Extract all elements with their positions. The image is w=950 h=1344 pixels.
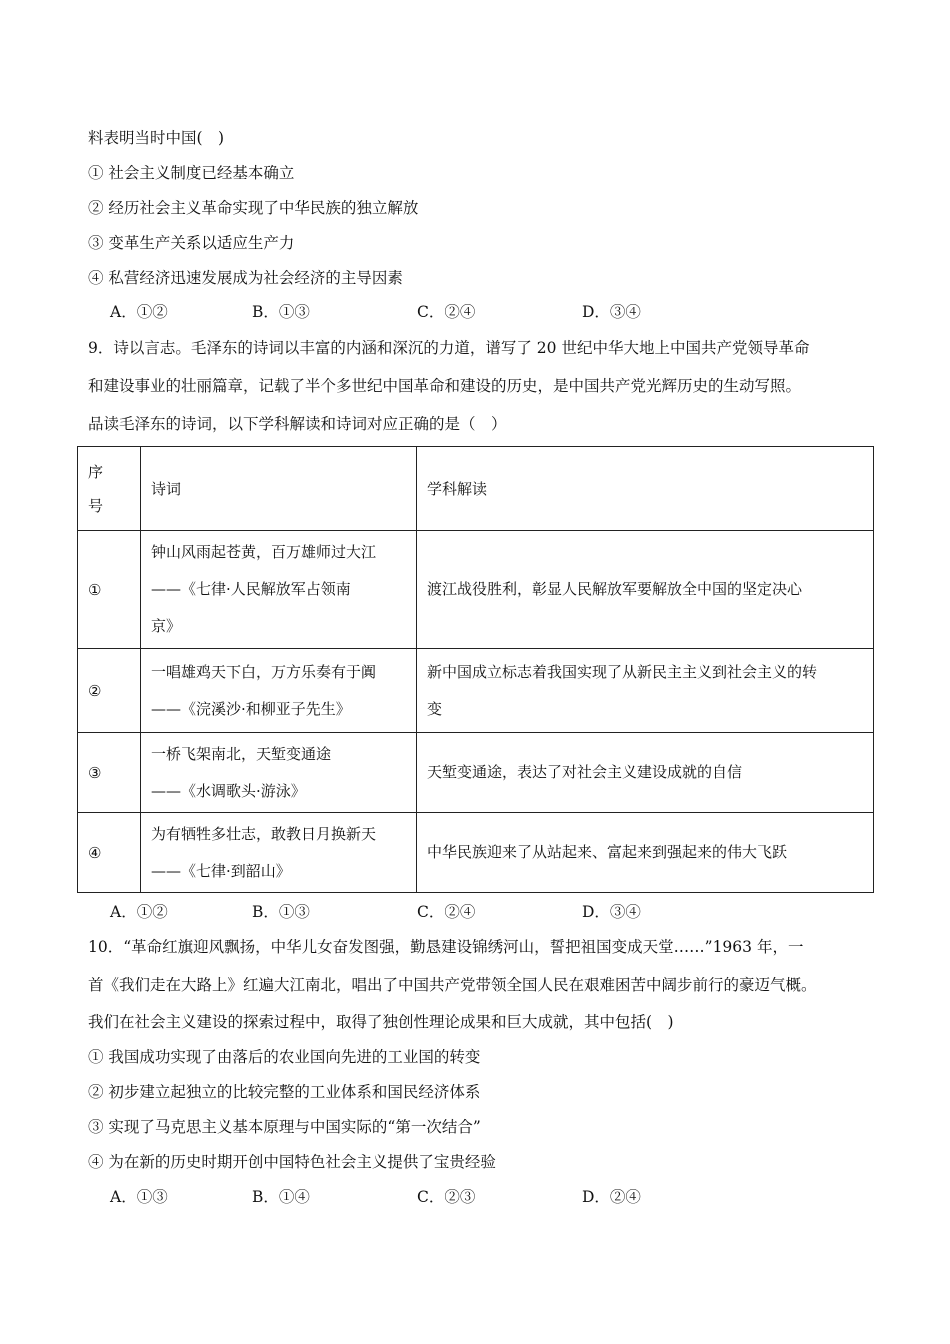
row-poem <box>141 733 417 813</box>
q8-option-d[interactable]: D．③④ <box>582 303 641 321</box>
q9-stem-line-3: 品读毛泽东的诗词，以下学科解读和诗词对应正确的是（ ） <box>88 415 507 433</box>
poem-line: 一桥飞架南北，天堑变通途 <box>151 744 332 763</box>
poem-line: 钟山风雨起苍黄，百万雄师过大江 <box>151 543 377 561</box>
q10-option-b[interactable]: B．①④ <box>252 1188 310 1206</box>
poem-table <box>77 446 874 893</box>
row-poem <box>141 531 417 649</box>
q10-item-2: ② 初步建立起独立的比较完整的工业体系和国民经济体系 <box>88 1083 481 1101</box>
q10-item-1: ① 我国成功实现了由落后的农业国向先进的工业国的转变 <box>88 1048 481 1066</box>
row-interpretation <box>417 813 874 893</box>
q10-option-a[interactable]: A．①③ <box>110 1188 168 1206</box>
interp-line: 渡江战役胜利，彰显人民解放军要解放全中国的坚定决心 <box>427 580 803 598</box>
q8-item-3: ③ 变革生产关系以适应生产力 <box>88 234 295 252</box>
row-seq: ④ <box>78 813 141 893</box>
q9-option-c[interactable]: C．②④ <box>417 903 476 921</box>
table-row <box>78 733 874 813</box>
q10-item-4: ④ 为在新的历史时期开创中国特色社会主义提供了宝贵经验 <box>88 1153 496 1171</box>
interp-line: 变 <box>427 699 443 718</box>
interp-line: 天堑变通途，表达了对社会主义建设成就的自信 <box>427 763 743 781</box>
q8-stem-tail: 料表明当时中国( ) <box>88 129 225 147</box>
poem-line: ——《七律·到韶山》 <box>151 861 291 880</box>
q10-stem-line-3: 我们在社会主义建设的探索过程中，取得了独创性理论成果和巨大成就，其中包括( ) <box>88 1013 674 1031</box>
q10-option-d[interactable]: D．②④ <box>582 1188 641 1206</box>
q8-item-4: ④ 私营经济迅速发展成为社会经济的主导因素 <box>88 269 403 287</box>
table-header-row <box>78 447 874 531</box>
interp-line: 新中国成立标志着我国实现了从新民主主义到社会主义的转 <box>427 662 818 681</box>
q10-item-3: ③ 实现了马克思主义基本原理与中国实际的“第一次结合” <box>88 1118 481 1136</box>
header-seq-line-1: 序 <box>88 462 104 481</box>
q10-option-c[interactable]: C．②③ <box>417 1188 476 1206</box>
poem-line: 京》 <box>151 617 182 635</box>
header-seq <box>78 447 141 531</box>
q9-option-d[interactable]: D．③④ <box>582 903 641 921</box>
poem-line: 一唱雄鸡天下白，万方乐奏有于阗 <box>151 662 377 681</box>
row-poem <box>141 649 417 733</box>
row-seq: ③ <box>78 733 141 813</box>
q10-stem-line-1: 10．“革命红旗迎风飘扬，中华儿女奋发图强，勤恳建设锦绣河山，誓把祖国变成天堂……”1963 年，一 <box>88 938 804 956</box>
header-seq-line-2: 号 <box>88 496 104 515</box>
table-row <box>78 649 874 733</box>
interp-line: 中华民族迎来了从站起来、富起来到强起来的伟大飞跃 <box>427 843 788 861</box>
poem-line: 为有牺牲多壮志，敢教日月换新天 <box>151 824 377 843</box>
q8-option-b[interactable]: B．①③ <box>252 303 310 321</box>
q8-item-1: ① 社会主义制度已经基本确立 <box>88 164 295 182</box>
poem-line: ——《浣溪沙·和柳亚子先生》 <box>151 699 351 718</box>
q10-stem-line-2: 首《我们走在大路上》红遍大江南北，唱出了中国共产党带领全国人民在艰难困苦中阔步前行的豪迈气概。 <box>88 976 817 994</box>
q9-option-b[interactable]: B．①③ <box>252 903 310 921</box>
row-interpretation <box>417 733 874 813</box>
row-interpretation <box>417 531 874 649</box>
row-interpretation <box>417 649 874 733</box>
row-poem <box>141 813 417 893</box>
header-poem: 诗词 <box>141 447 417 531</box>
row-seq: ① <box>78 531 141 649</box>
q8-option-a[interactable]: A．①② <box>110 303 168 321</box>
row-seq: ② <box>78 649 141 733</box>
table-row <box>78 813 874 893</box>
q8-option-c[interactable]: C．②④ <box>417 303 476 321</box>
q9-stem-line-2: 和建设事业的壮丽篇章，记载了半个多世纪中国革命和建设的历史，是中国共产党光辉历史的生动写照。 <box>88 377 802 395</box>
header-interpretation: 学科解读 <box>417 447 874 531</box>
table-row <box>78 531 874 649</box>
q9-stem-line-1: 9．诗以言志。毛泽东的诗词以丰富的内涵和深沉的力道，谱写了 20 世纪中华大地上中国共产党领导革命 <box>88 339 810 357</box>
q8-item-2: ② 经历社会主义革命实现了中华民族的独立解放 <box>88 199 419 217</box>
poem-line: ——《水调歌头·游泳》 <box>151 781 306 800</box>
q9-option-a[interactable]: A．①② <box>110 903 168 921</box>
poem-line: ——《七律·人民解放军占领南 <box>151 580 351 598</box>
